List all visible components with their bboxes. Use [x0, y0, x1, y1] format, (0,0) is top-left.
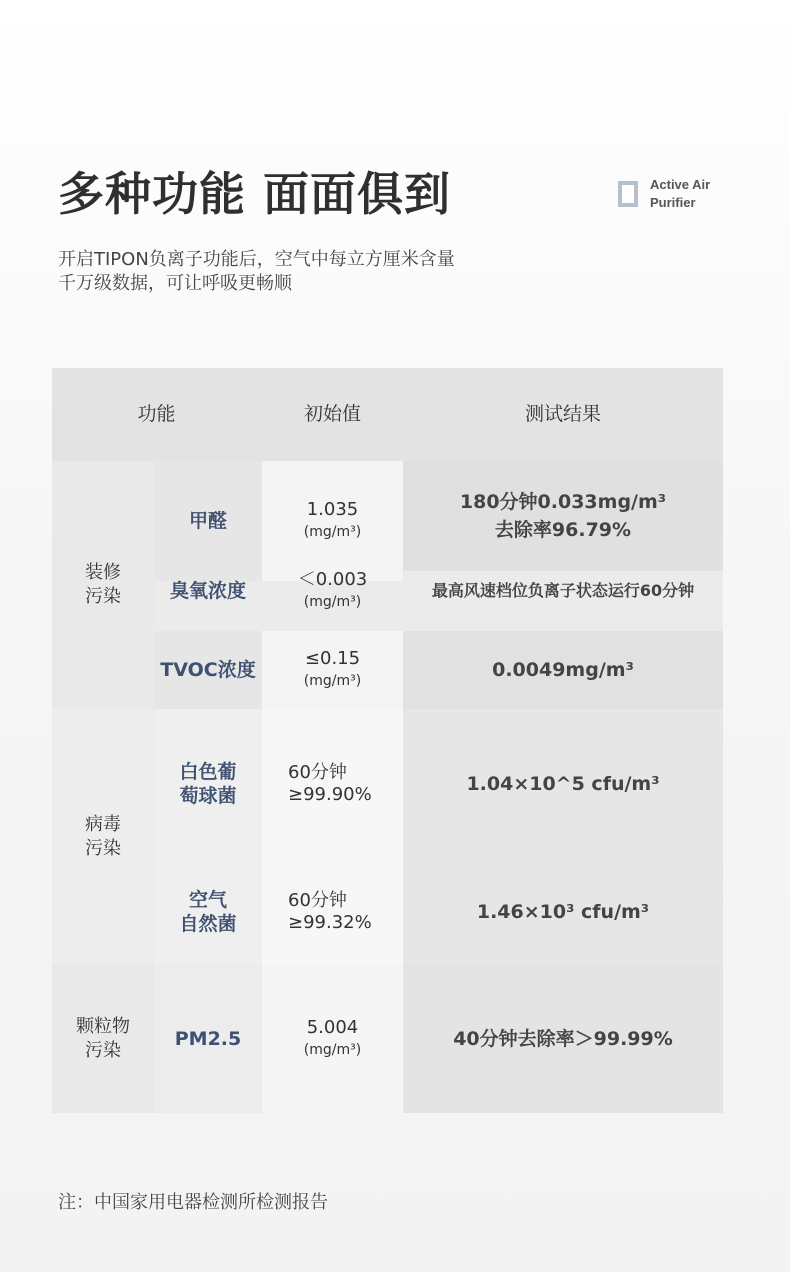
item-label: 空气 — [188, 888, 227, 911]
subtitle-line-2: 千万级数据，可让呼吸更畅顺 — [58, 273, 292, 294]
initial-unit: (mg/m³) — [303, 1041, 362, 1058]
item-label: 白色葡 — [179, 761, 237, 783]
category-label: 污染 — [85, 586, 121, 607]
header-function: 功能 — [137, 403, 176, 425]
item-tvoc: TVOC浓度 — [154, 631, 262, 709]
initial-value: 1.035 — [306, 499, 359, 520]
page-title: 多种功能 面面俱到 — [58, 167, 452, 221]
initial-unit: (mg/m³) — [303, 594, 362, 610]
item-label: 自然菌 — [179, 912, 237, 935]
result-ozone: 最高风速档位负离子状态运行60分钟 — [431, 581, 695, 600]
item-label: 萄球菌 — [179, 785, 237, 807]
category-renovation — [52, 461, 154, 709]
result-pm25: 40分钟去除率＞99.99% — [403, 964, 723, 1113]
result-value: 去除率96.79% — [494, 519, 632, 541]
initial-staph — [262, 709, 403, 859]
initial-tvoc — [262, 631, 403, 709]
subtitle-line-1: 开启TIPON负离子功能后，空气中每立方厘米含量 — [58, 249, 455, 270]
initial-pm25 — [262, 964, 403, 1113]
initial-airborne — [262, 859, 403, 964]
category-virus — [52, 709, 154, 964]
initial-ozone — [262, 551, 403, 631]
initial-value: ≥99.90% — [288, 784, 372, 805]
footnote: 注：中国家用电器检测所检测报告 — [58, 1192, 328, 1213]
item-pm25: PM2.5 — [154, 964, 262, 1113]
category-label: 污染 — [85, 1039, 121, 1061]
brand-line-1: Active Air — [650, 177, 711, 192]
category-label: 病毒 — [85, 813, 121, 835]
brand-logo-icon — [618, 181, 638, 207]
result-tvoc: 0.0049mg/m³ — [403, 631, 723, 709]
brand — [618, 176, 710, 212]
initial-value: ≤0.15 — [304, 648, 361, 669]
brand-line-2: Purifier — [650, 195, 696, 210]
brand-text — [650, 176, 710, 212]
category-particle — [52, 964, 154, 1113]
initial-value: ≥99.32% — [288, 911, 372, 933]
item-ozone: 臭氧浓度 — [169, 580, 246, 602]
subtitle — [58, 248, 455, 296]
result-airborne: 1.46×10³ cfu/m³ — [403, 859, 723, 964]
result-staph: 1.04×10^5 cfu/m³ — [403, 709, 723, 859]
results-table — [52, 368, 723, 1113]
result-value: 180分钟0.033mg/m³ — [459, 491, 667, 513]
category-label: 装修 — [85, 562, 121, 583]
initial-value: 60分钟 — [288, 762, 347, 783]
initial-value: 5.004 — [306, 1016, 359, 1038]
item-airborne — [154, 859, 262, 964]
header-initial: 初始值 — [303, 403, 361, 425]
category-label: 污染 — [85, 837, 121, 859]
header-result: 测试结果 — [524, 403, 601, 425]
initial-unit: (mg/m³) — [303, 673, 362, 689]
initial-value: 60分钟 — [288, 889, 347, 911]
item-staph — [154, 709, 262, 859]
initial-value: ＜0.003 — [297, 569, 368, 590]
category-label: 颗粒物 — [76, 1015, 130, 1037]
initial-unit: (mg/m³) — [303, 524, 362, 540]
table-header — [52, 368, 723, 461]
item-formaldehyde: 甲醛 — [154, 461, 262, 581]
